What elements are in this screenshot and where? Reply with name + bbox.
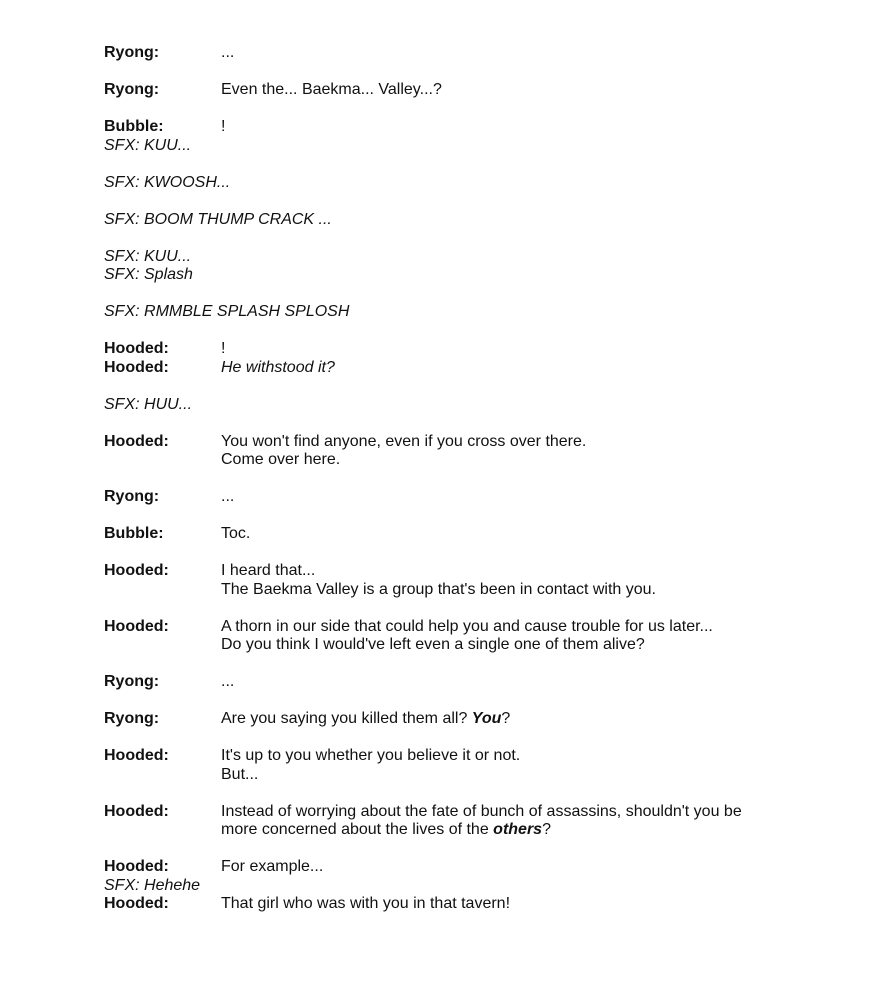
emphasis-text: others — [493, 821, 543, 838]
speaker-label — [104, 821, 221, 840]
dialogue-text: For example... — [221, 858, 324, 875]
dialogue-line — [104, 803, 784, 822]
script-block — [104, 562, 784, 599]
sfx-line: SFX: Splash — [104, 266, 193, 283]
dialogue-line — [104, 673, 784, 692]
speaker-label: Hooded: — [104, 432, 169, 450]
dialogue-line — [104, 562, 784, 581]
dialogue-line — [104, 433, 784, 452]
speaker-label — [104, 581, 221, 600]
dialogue-line — [104, 618, 784, 637]
dialogue-line — [104, 821, 784, 840]
script-block — [104, 525, 784, 544]
dialogue-text: He withstood it? — [221, 358, 335, 376]
dialogue-line — [104, 44, 784, 63]
dialogue-line — [104, 81, 784, 100]
script-block — [104, 340, 784, 377]
text-segment: Instead of worrying about the fate of bunch of assassins, shouldn't you be — [221, 802, 742, 820]
script-block — [104, 81, 784, 100]
speaker-label — [104, 766, 221, 785]
dialogue-text: ... — [221, 44, 235, 61]
script-block — [104, 747, 784, 784]
dialogue-line — [104, 581, 784, 600]
script-block — [104, 488, 784, 507]
dialogue-line — [104, 118, 784, 137]
speaker-label: Hooded: — [104, 562, 169, 579]
speaker-label: Ryong: — [104, 710, 160, 727]
dialogue-text: ! — [221, 118, 226, 135]
sfx-line: SFX: BOOM THUMP CRACK ... — [104, 210, 332, 228]
dialogue-text: Even the... Baekma... Valley...? — [221, 81, 442, 98]
speaker-label: Ryong: — [104, 44, 160, 61]
speaker-label: Hooded: — [104, 802, 169, 820]
speaker-label: Bubble: — [104, 525, 164, 542]
speaker-label: Hooded: — [104, 358, 169, 376]
script-block — [104, 710, 784, 729]
script-block — [104, 673, 784, 692]
dialogue-line — [104, 895, 784, 914]
sfx-line: SFX: HUU... — [104, 395, 193, 413]
speaker-label — [104, 451, 221, 470]
sfx-line: SFX: Hehehe — [104, 876, 201, 894]
text-segment: ? — [542, 821, 551, 838]
dialogue-line — [104, 359, 784, 378]
script-block — [104, 433, 784, 470]
dialogue-line — [104, 525, 784, 544]
text-segment: more concerned about the lives of the — [221, 821, 494, 838]
dialogue-text — [221, 821, 784, 840]
dialogue-line — [104, 488, 784, 507]
text-segment: Are you saying you killed them all? — [221, 710, 472, 727]
script-block — [104, 174, 784, 193]
dialogue-text: ... — [221, 488, 235, 505]
dialogue-text: You won't find anyone, even if you cross over there. — [221, 432, 587, 450]
dialogue-text: It's up to you whether you believe it or not. — [221, 747, 521, 764]
dialogue-text: Come over here. — [221, 451, 341, 468]
dialogue-text: I heard that... — [221, 562, 316, 579]
script-block — [104, 303, 784, 322]
speaker-label: Hooded: — [104, 858, 169, 875]
dialogue-line — [104, 766, 784, 785]
speaker-label: Ryong: — [104, 81, 160, 98]
speaker-label: Hooded: — [104, 617, 169, 635]
sfx-line: SFX: KUU... — [104, 136, 192, 154]
dialogue-text: ... — [221, 673, 235, 690]
speaker-label: Bubble: — [104, 118, 164, 135]
script-block — [104, 803, 784, 840]
dialogue-text: The Baekma Valley is a group that's been in contact with you. — [221, 580, 656, 598]
script-block — [104, 618, 784, 655]
dialogue-text: But... — [221, 765, 259, 783]
script-block — [104, 118, 784, 155]
speaker-label: Hooded: — [104, 895, 169, 912]
dialogue-line — [104, 636, 784, 655]
dialogue-text: That girl who was with you in that tavern! — [221, 895, 511, 912]
emphasis-text: You — [471, 710, 502, 727]
dialogue-line — [104, 340, 784, 359]
dialogue-text: ! — [221, 340, 226, 357]
script-block — [104, 44, 784, 63]
script-block — [104, 858, 784, 914]
script-block — [104, 248, 784, 285]
speaker-label: Hooded: — [104, 340, 169, 357]
text-segment: ? — [501, 710, 511, 727]
speaker-label: Ryong: — [104, 488, 160, 505]
script-page — [104, 44, 784, 932]
dialogue-line — [104, 451, 784, 470]
speaker-label: Hooded: — [104, 747, 169, 764]
sfx-line: SFX: KUU... — [104, 247, 192, 265]
dialogue-line — [104, 710, 784, 729]
dialogue-text — [221, 710, 784, 729]
dialogue-text: A thorn in our side that could help you and cause trouble for us later... — [221, 617, 713, 635]
dialogue-line — [104, 858, 784, 877]
script-block — [104, 396, 784, 415]
dialogue-text: Do you think I would've left even a single one of them alive? — [221, 636, 645, 653]
sfx-line: SFX: KWOOSH... — [104, 173, 231, 191]
sfx-line: SFX: RMMBLE SPLASH SPLOSH — [104, 303, 350, 320]
script-block — [104, 211, 784, 230]
dialogue-text — [221, 803, 784, 822]
dialogue-line — [104, 747, 784, 766]
dialogue-text: Toc. — [221, 525, 251, 542]
speaker-label — [104, 636, 221, 655]
speaker-label: Ryong: — [104, 673, 160, 690]
